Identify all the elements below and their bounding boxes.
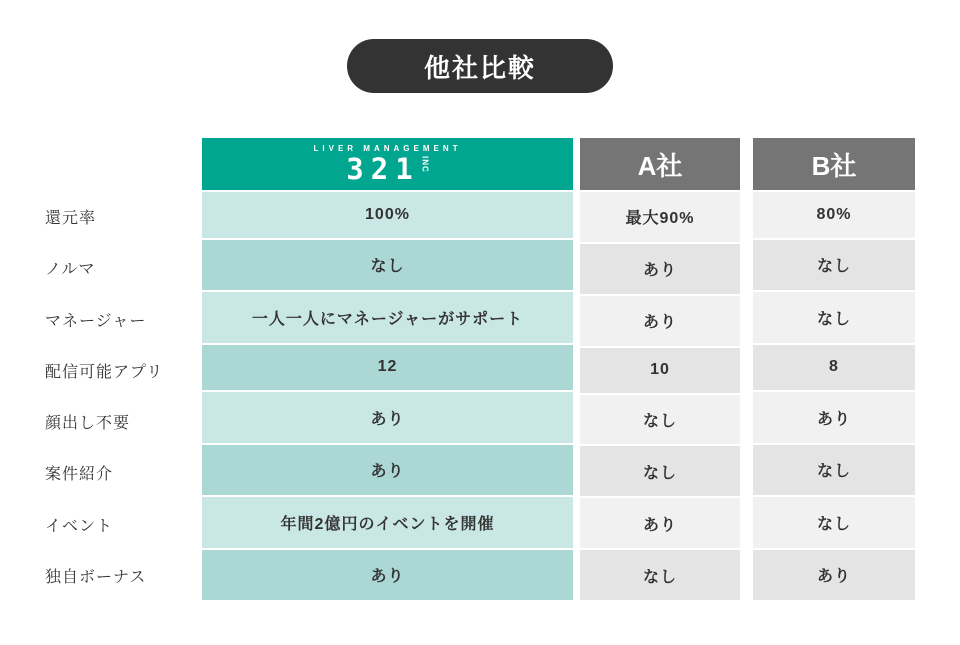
company-b-cell-manager: なし [753,292,915,343]
company-a-cell-bonus: なし [580,550,740,600]
company-b-cell-bonus: あり [753,550,915,601]
brand-column [202,138,573,600]
company-a-cell-projects: なし [580,446,740,496]
page-title: 他社比較 [347,39,613,93]
company-a-cell-apps: 10 [580,348,740,393]
brand-suffix: INC [420,156,430,173]
company-a-column [580,138,740,600]
row-labels-column [45,138,202,600]
company-a-cell-return-rate: 最大90% [580,192,740,242]
row-label-manager: マネージャー [45,312,147,330]
brand-cell-return-rate: 100% [202,192,573,238]
company-a-cell-manager: あり [580,296,740,346]
company-a-cell-no-face: なし [580,395,740,445]
brand-logo [346,151,430,186]
brand-cell-apps: 12 [202,345,573,391]
brand-cell-bonus: あり [202,550,573,601]
company-a-cell-events: あり [580,498,740,548]
brand-tagline: LIVER MANAGEMENT [313,143,462,153]
brand-name: 321 [346,151,420,186]
brand-cell-quota: なし [202,240,573,291]
company-b-cell-projects: なし [753,445,915,496]
company-a-cell-quota: あり [580,244,740,294]
brand-cell-manager: 一人一人にマネージャーがサポート [202,292,573,343]
row-label-projects: 案件紹介 [45,466,114,484]
brand-header [202,138,573,190]
brand-cell-events: 年間2億円のイベントを開催 [202,497,573,548]
labels-header-spacer [45,138,202,190]
company-b-header: B社 [753,138,915,190]
company-a-header: A社 [580,138,740,190]
company-b-cell-return-rate: 80% [753,192,915,238]
brand-cell-projects: あり [202,445,573,496]
row-label-events: イベント [45,517,114,535]
comparison-table [45,138,915,600]
company-b-cell-apps: 8 [753,345,915,391]
row-label-bonus: 独自ボーナス [45,568,147,586]
brand-cell-no-face: あり [202,392,573,443]
row-label-return-rate: 還元率 [45,210,97,228]
company-b-cell-events: なし [753,497,915,548]
company-b-column [753,138,915,600]
company-b-cell-no-face: あり [753,392,915,443]
row-label-no-face: 顔出し不要 [45,415,131,433]
row-label-quota: ノルマ [45,261,96,279]
row-label-apps: 配信可能アプリ [45,363,164,381]
company-b-cell-quota: なし [753,240,915,291]
